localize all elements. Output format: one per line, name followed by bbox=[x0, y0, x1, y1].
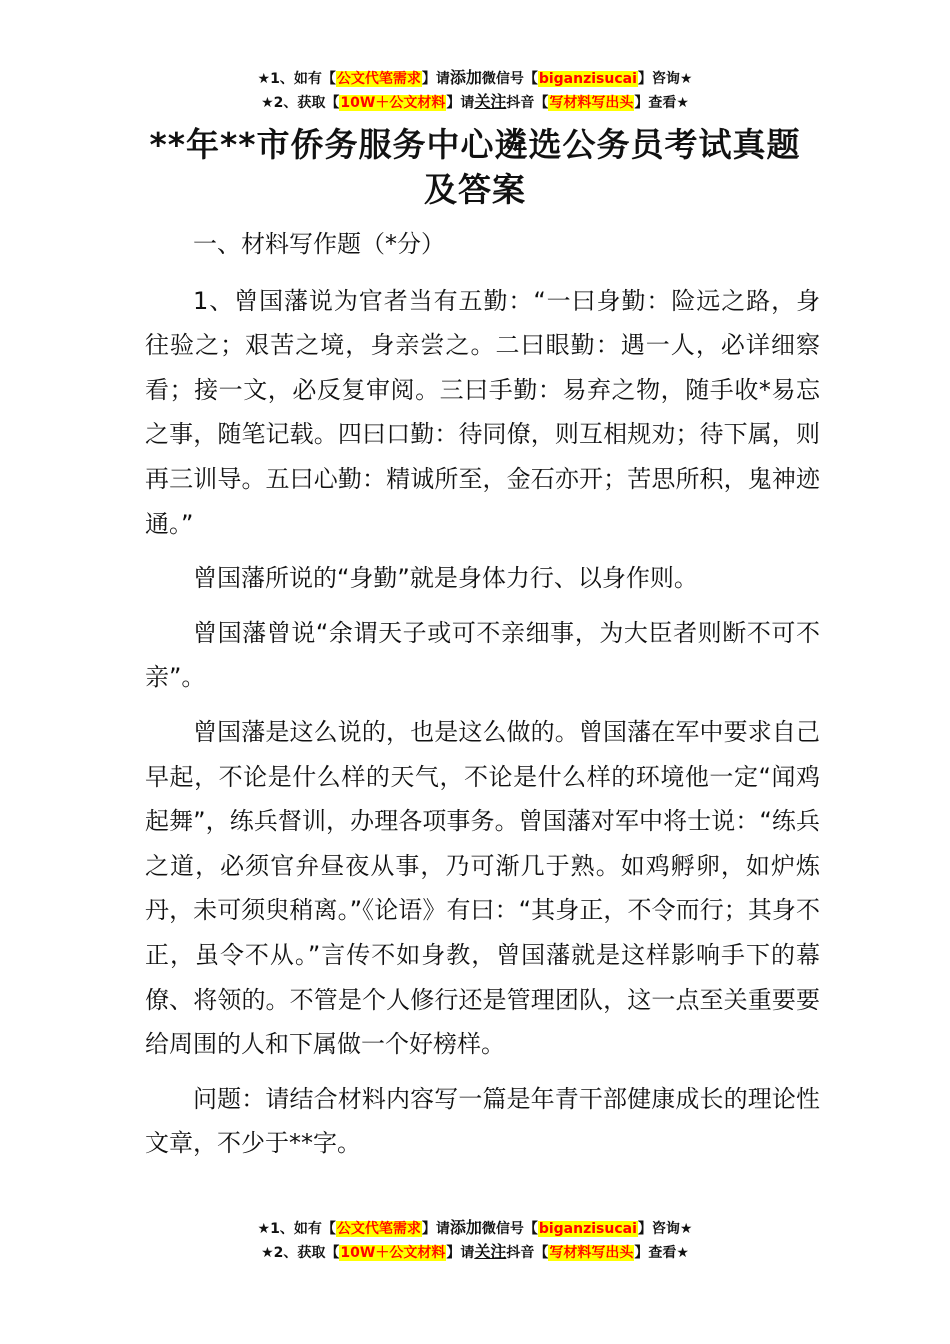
banner-emphasis: 关注 bbox=[474, 92, 507, 111]
banner-emphasis: 关注 bbox=[474, 1242, 507, 1261]
banner-text: 】查看★ bbox=[634, 95, 689, 111]
document-title bbox=[130, 122, 820, 212]
banner-text: 】咨询★ bbox=[637, 1221, 693, 1237]
header-banner bbox=[0, 66, 950, 114]
question-paragraph: 问题：请结合材料内容写一篇是年青干部健康成长的理论性文章，不少于**字。 bbox=[145, 1084, 820, 1158]
banner-text: 微信号【 bbox=[481, 1221, 538, 1237]
banner-line-1 bbox=[0, 1216, 950, 1240]
banner-text: ★2、获取【 bbox=[261, 95, 340, 111]
banner-text: 】请 bbox=[446, 95, 475, 111]
document-body bbox=[145, 222, 820, 1176]
title-line-1: **年**市侨务服务中心遴选公务员考试真题 bbox=[149, 125, 801, 164]
highlight-douyin-account: 写材料写出头 bbox=[549, 1245, 634, 1261]
body-paragraph: 曾国藩是这么说的，也是这么做的。曾国藩在军中要求自己早起，不论是什么样的天气，不论是什么样的环境他一定“闻鸡起舞”，练兵督训，办理各项事务。曾国藩对军中将士说：“练兵之道，必须官弁昼夜从事，乃可渐几于熟。如鸡孵卵，如炉炼丹，未可须臾稍离。”《论语》有曰：“其身正，不令而行；其身不正，虽令不从。”言传不如身教，曾国藩就是这样影响手下的幕僚、将领的。不管是个人修行还是管理团队，这一点至关重要要给周围的人和下属做一个好榜样。 bbox=[145, 717, 820, 1059]
footer-banner bbox=[0, 1216, 950, 1264]
highlight-materials: 10W＋公文材料 bbox=[340, 1245, 446, 1261]
banner-text: 抖音【 bbox=[506, 95, 549, 111]
highlight-ghostwriting: 公文代笔需求 bbox=[336, 71, 421, 87]
banner-text: 】请 bbox=[421, 1221, 450, 1237]
banner-emphasis: 添加 bbox=[449, 1218, 482, 1237]
banner-text: 】咨询★ bbox=[637, 71, 693, 87]
banner-text: ★1、如有【 bbox=[257, 71, 336, 87]
banner-line-2 bbox=[0, 90, 950, 114]
banner-emphasis: 添加 bbox=[449, 68, 482, 87]
highlight-ghostwriting: 公文代笔需求 bbox=[336, 1221, 421, 1237]
body-paragraph: 1、曾国藩说为官者当有五勤：“一曰身勤：险远之路，身往验之；艰苦之境，身亲尝之。二曰眼勤：遇一人，必详细察看；接一文，必反复审阅。三曰手勤：易弃之物，随手收*易忘之事，随笔记载。四曰口勤：待同僚，则互相规劝；待下属，则再三训导。五曰心勤：精诚所至，金石亦开；苦思所积，鬼神迹通。” bbox=[145, 286, 820, 538]
banner-text: 】请 bbox=[421, 71, 450, 87]
section-heading: 一、材料写作题（*分） bbox=[193, 230, 445, 258]
banner-text: 微信号【 bbox=[481, 71, 538, 87]
highlight-wechat-id: biganzisucai bbox=[538, 1221, 637, 1237]
body-paragraph: 曾国藩所说的“身勤”就是身体力行、以身作则。 bbox=[193, 564, 698, 593]
banner-text: 】查看★ bbox=[634, 1245, 689, 1261]
banner-text: 】请 bbox=[446, 1245, 475, 1261]
banner-line-1 bbox=[0, 66, 950, 90]
banner-line-2 bbox=[0, 1240, 950, 1264]
banner-text: 抖音【 bbox=[506, 1245, 549, 1261]
highlight-douyin-account: 写材料写出头 bbox=[549, 95, 634, 111]
highlight-wechat-id: biganzisucai bbox=[538, 71, 637, 87]
title-line-2: 及答案 bbox=[424, 170, 526, 209]
banner-text: ★1、如有【 bbox=[257, 1221, 336, 1237]
highlight-materials: 10W＋公文材料 bbox=[340, 95, 446, 111]
body-paragraph: 曾国藩曾说“余谓天子或可不亲细事，为大臣者则断不可不亲”。 bbox=[145, 618, 820, 692]
banner-text: ★2、获取【 bbox=[261, 1245, 340, 1261]
